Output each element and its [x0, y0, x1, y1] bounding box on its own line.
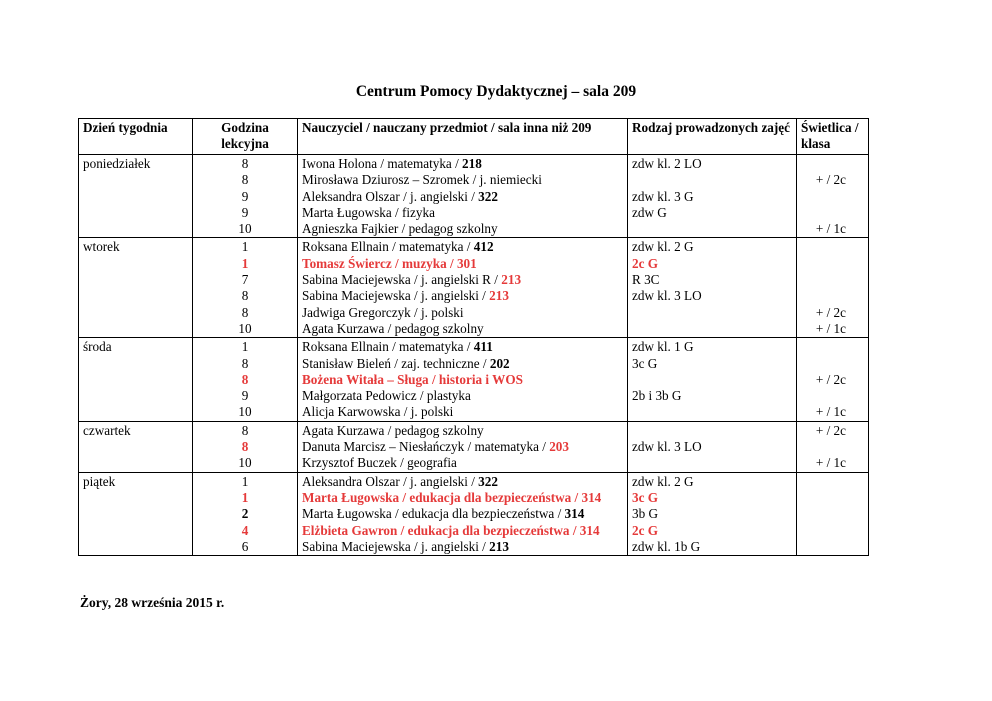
type-cell — [628, 238, 797, 338]
club-value — [801, 474, 864, 490]
hour-value: 2 — [241, 506, 249, 522]
activity-type: zdw kl. 1 G — [632, 339, 694, 355]
type-cell — [628, 472, 797, 555]
hour-value: 10 — [238, 404, 252, 420]
teacher-entry — [302, 321, 623, 337]
room-number: 411 — [473, 339, 493, 355]
footer-date: Żory, 28 września 2015 r. — [80, 595, 225, 610]
teacher-entry — [302, 156, 623, 172]
hour-value: 8 — [241, 156, 249, 171]
teacher-cell — [298, 155, 628, 238]
activity-type: zdw kl. 3 G — [632, 188, 694, 204]
teacher-entry — [302, 221, 623, 237]
club-value: + / 1c — [815, 455, 846, 471]
teacher-entry — [302, 305, 623, 321]
teacher-subject: Agata Kurzawa / pedagog szkolny — [302, 422, 484, 438]
club-value — [801, 523, 864, 539]
hour-value: 10 — [238, 320, 252, 336]
club-value — [801, 156, 864, 172]
club-value — [801, 490, 864, 506]
hour-cell — [193, 472, 298, 555]
teacher-subject: Marta Ługowska / fizyka — [302, 204, 435, 220]
type-cell — [628, 338, 797, 421]
hour-value: 9 — [241, 188, 249, 204]
teacher-entry — [302, 272, 623, 288]
hour-value: 4 — [241, 522, 249, 538]
teacher-entry — [302, 474, 623, 490]
club-value: + / 2c — [815, 422, 846, 438]
teacher-entry — [302, 506, 623, 522]
teacher-subject: Sabina Maciejewska / j. angielski / — [302, 538, 490, 554]
hour-value: 8 — [241, 172, 249, 188]
club-value — [801, 388, 864, 404]
club-value — [801, 288, 864, 304]
teacher-subject: Marta Ługowska / edukacja dla bezpieczeństwa / — [302, 506, 565, 522]
room-number: 412 — [473, 239, 494, 255]
teacher-subject: Agnieszka Fajkier / pedagog szkolny — [302, 221, 498, 237]
activity-type — [632, 172, 792, 188]
activity-type: zdw kl. 3 LO — [632, 439, 702, 455]
teacher-entry — [302, 439, 623, 455]
day-row — [79, 421, 869, 472]
club-cell — [797, 238, 869, 338]
hour-value: 9 — [241, 204, 249, 220]
teacher-subject: Iwona Holona / matematyka / — [302, 156, 463, 171]
club-value — [801, 239, 864, 255]
club-value — [801, 539, 864, 555]
teacher-subject: Sabina Maciejewska / j. angielski R / — [302, 272, 502, 288]
activity-type: 3c G — [632, 489, 659, 505]
activity-type: 3b G — [632, 506, 659, 522]
hour-value: 1 — [241, 255, 249, 271]
hour-value: 1 — [241, 473, 249, 489]
teacher-entry — [302, 423, 623, 439]
teacher-cell — [298, 338, 628, 421]
day-cell: środa — [79, 338, 193, 421]
header-row — [79, 119, 869, 155]
day-row — [79, 238, 869, 338]
teacher-entry — [302, 288, 623, 304]
room-number: 322 — [478, 188, 498, 204]
day-cell: czwartek — [79, 421, 193, 472]
hour-value: 7 — [241, 272, 249, 288]
hour-value: 9 — [241, 388, 249, 404]
activity-type: zdw kl. 3 LO — [632, 288, 702, 304]
activity-type — [632, 305, 792, 321]
club-value: + / 2c — [815, 304, 846, 320]
teacher-subject: Aleksandra Olszar / j. angielski / — [302, 188, 479, 204]
activity-type — [632, 321, 792, 337]
teacher-subject: Agata Kurzawa / pedagog szkolny — [302, 320, 484, 336]
club-cell — [797, 338, 869, 421]
hour-value: 1 — [241, 489, 249, 505]
teacher-cell — [298, 238, 628, 338]
club-value — [801, 205, 864, 221]
teacher-entry — [302, 372, 623, 388]
activity-type — [632, 221, 792, 237]
day-cell: poniedziałek — [79, 155, 193, 238]
teacher-subject: Roksana Ellnain / matematyka / — [302, 239, 474, 255]
teacher-entry — [302, 490, 623, 506]
day-row — [79, 472, 869, 555]
teacher-entry — [302, 205, 623, 221]
club-value — [801, 189, 864, 205]
hour-value: 6 — [241, 538, 249, 554]
header-hour: Godzina lekcyjna — [193, 119, 298, 155]
club-value: + / 2c — [815, 172, 846, 188]
hour-value: 1 — [241, 239, 249, 255]
hour-value: 1 — [241, 339, 249, 355]
teacher-subject: Elżbieta Gawron / edukacja dla bezpieczeństwa / 314 — [302, 522, 600, 538]
teacher-subject: Mirosława Dziurosz – Szromek / j. niemiecki — [302, 172, 542, 188]
teacher-subject: Marta Ługowska / edukacja dla bezpieczeństwa / 314 — [302, 489, 602, 505]
hour-cell — [193, 421, 298, 472]
day-row — [79, 155, 869, 238]
teacher-subject: Stanisław Bieleń / zaj. techniczne / — [302, 355, 490, 371]
teacher-subject: Bożena Witała – Sługa / historia i WOS — [302, 371, 523, 387]
hour-value: 8 — [241, 422, 249, 438]
hour-cell — [193, 155, 298, 238]
room-number: 213 — [489, 288, 509, 304]
club-value: + / 1c — [815, 320, 846, 336]
hour-cell — [193, 238, 298, 338]
activity-type: zdw kl. 2 G — [632, 239, 694, 255]
teacher-subject: Aleksandra Olszar / j. angielski / — [302, 473, 479, 489]
teacher-subject: Roksana Ellnain / matematyka / — [302, 339, 474, 355]
club-value: + / 1c — [815, 221, 846, 237]
type-cell — [628, 155, 797, 238]
hour-value: 8 — [241, 371, 249, 387]
teacher-subject: Jadwiga Gregorczyk / j. polski — [302, 304, 464, 320]
club-value — [801, 439, 864, 455]
room-number: 203 — [549, 439, 569, 455]
teacher-entry — [302, 356, 623, 372]
room-number: 213 — [501, 272, 522, 288]
teacher-subject: Tomasz Świercz / muzyka / 301 — [302, 255, 477, 271]
teacher-entry — [302, 239, 623, 255]
teacher-subject: Alicja Karwowska / j. polski — [302, 404, 454, 420]
activity-type: zdw kl. 1b G — [632, 538, 701, 554]
club-value — [801, 506, 864, 522]
activity-type: R 3C — [632, 272, 660, 288]
room-number: 322 — [478, 473, 498, 489]
teacher-subject: Krzysztof Buczek / geografia — [302, 455, 457, 471]
schedule-table — [78, 118, 869, 556]
room-number: 314 — [564, 506, 585, 522]
teacher-entry — [302, 339, 623, 355]
teacher-entry — [302, 189, 623, 205]
activity-type: 3c G — [632, 355, 658, 371]
hour-value: 8 — [241, 439, 249, 455]
activity-type — [632, 455, 792, 471]
hour-value: 10 — [238, 221, 252, 237]
activity-type — [632, 404, 792, 420]
teacher-subject: Sabina Maciejewska / j. angielski / — [302, 288, 490, 304]
document-title: Centrum Pomocy Dydaktycznej – sala 209 — [355, 83, 637, 100]
activity-type: zdw G — [632, 204, 667, 220]
teacher-entry — [302, 404, 623, 420]
club-cell — [797, 421, 869, 472]
teacher-subject: Danuta Marcisz – Niesłańczyk / matematyka / — [302, 439, 550, 455]
teacher-entry — [302, 256, 623, 272]
room-number: 202 — [489, 355, 510, 371]
room-number: 218 — [462, 156, 482, 171]
activity-type: 2c G — [632, 522, 659, 538]
teacher-entry — [302, 539, 623, 555]
teacher-entry — [302, 172, 623, 188]
club-cell — [797, 155, 869, 238]
activity-type — [632, 423, 792, 439]
header-type: Rodzaj prowadzonych zajęć — [628, 119, 797, 155]
teacher-entry — [302, 523, 623, 539]
teacher-subject: Małgorzata Pedowicz / plastyka — [302, 388, 471, 404]
club-value — [801, 339, 864, 355]
club-value — [801, 256, 864, 272]
hour-value: 8 — [241, 288, 249, 304]
club-value — [801, 356, 864, 372]
header-day: Dzień tygodnia — [79, 119, 193, 155]
club-value: + / 1c — [815, 404, 846, 420]
header-club: Świetlica / klasa — [797, 119, 869, 155]
club-cell — [797, 472, 869, 555]
room-number: 213 — [489, 538, 509, 554]
activity-type: 2c G — [632, 255, 659, 271]
activity-type: zdw kl. 2 G — [632, 473, 694, 489]
activity-type — [632, 372, 792, 388]
type-cell — [628, 421, 797, 472]
teacher-entry — [302, 388, 623, 404]
club-value — [801, 272, 864, 288]
hour-value: 10 — [238, 455, 252, 471]
day-cell: wtorek — [79, 238, 193, 338]
teacher-cell — [298, 472, 628, 555]
header-teacher: Nauczyciel / nauczany przedmiot / sala inna niż 209 — [298, 119, 628, 155]
teacher-entry — [302, 455, 623, 471]
hour-cell — [193, 338, 298, 421]
teacher-cell — [298, 421, 628, 472]
hour-value: 8 — [241, 355, 249, 371]
day-row — [79, 338, 869, 421]
hour-value: 8 — [241, 304, 249, 320]
day-cell: piątek — [79, 472, 193, 555]
activity-type: zdw kl. 2 LO — [632, 156, 702, 171]
club-value: + / 2c — [815, 371, 846, 387]
activity-type: 2b i 3b G — [632, 388, 682, 404]
